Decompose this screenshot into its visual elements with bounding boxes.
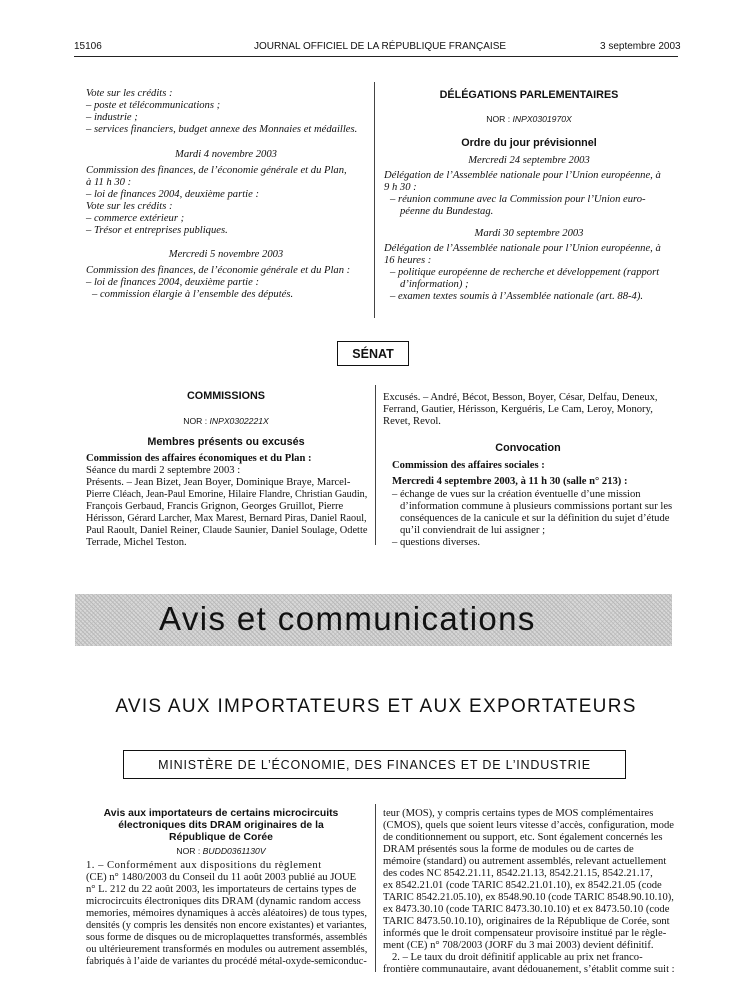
body-line: ex 8542.21.01 (code TARIC 8542.21.01.10), ex 8542.21.05 (code (383, 880, 662, 891)
seance-line: Séance du mardi 2 septembre 2003 : (86, 465, 241, 476)
text-line: – questions diverses. (392, 537, 480, 548)
senat-label: SÉNAT (352, 346, 394, 361)
body-line: 1. – Conformément aux dispositions du règlement (86, 860, 322, 871)
subheading: Membres présents ou excusés (147, 436, 305, 448)
article-title-line: République de Corée (169, 832, 273, 843)
header-rule (74, 56, 678, 57)
body-line: mémoire (standard) ou autrement assemblés, relevant actuellement (383, 856, 667, 867)
nor-code: INPX0302221X (209, 416, 269, 426)
nor-reference (384, 114, 674, 124)
text-line: Ferrand, Gautier, Hérisson, Kerguéris, Le Cam, Leroy, Monory, (383, 404, 653, 415)
text-line: 9 h 30 : (384, 182, 417, 193)
ministry-name: MINISTÈRE DE L’ÉCONOMIE, DES FINANCES ET DE L’INDUSTRIE (158, 757, 591, 772)
text-line: – politique européenne de recherche et développement (rapport (390, 267, 660, 278)
date-heading: Mardi 30 septembre 2003 (474, 228, 584, 239)
text-line: Délégation de l’Assemblée nationale pour l’Union européenne, à (384, 170, 661, 181)
body-line: ment (CE) n° 708/2003 (JORF du 3 mai 2003) devient définitif. (383, 940, 654, 951)
body-line: 2. – Le taux du droit définitif applicable au prix net franco- (392, 952, 643, 963)
text-line: Terrade, Michel Teston. (86, 537, 187, 548)
text-line: qu’il conviendrait de lui assigner ; (400, 525, 546, 536)
nor-label: NOR : (183, 416, 208, 426)
body-line: TARIC 8473.50.10.10), originaires de la République de Corée, sont (383, 916, 670, 927)
body-line: densités (y compris les densités non encore existantes) et variantes, (86, 920, 367, 931)
text-line: d’information) ; (400, 279, 469, 290)
body-line: memories, mémoires dynamiques à accès aléatoires) de tous types, (86, 908, 368, 919)
body-line: de conditionnement ou support, etc. Sont également concernés les (383, 832, 663, 843)
date-heading: Mercredi 24 septembre 2003 (468, 155, 590, 166)
top-column-divider (374, 82, 375, 318)
subheading: Ordre du jour prévisionnel (461, 137, 597, 149)
commission-name: Commission des affaires sociales : (392, 460, 545, 471)
text-line: Commission des finances, de l’économie générale et du Plan, (86, 165, 347, 176)
text-line: – services financiers, budget annexe des Monnaies et médailles. (86, 124, 358, 135)
body-line: ou ultérieurement transformés en modules ou autrement assemblés, (86, 944, 368, 955)
text-line: Présents. – Jean Bizet, Jean Boyer, Dominique Braye, Marcel- (86, 477, 351, 488)
mid-column-divider (375, 385, 376, 545)
body-line: des codes NC 8542.21.11, 8542.21.13, 8542.21.15, 8542.21.17, (383, 868, 653, 879)
article-title-line: Avis aux importateurs de certains microcircuits (103, 808, 339, 819)
text-line: – échange de vues sur la création éventuelle d’une mission (392, 489, 641, 500)
body-line: TARIC 8542.21.05.10), ex 8548.90.10 (code TARIC 8548.90.10.10), (383, 892, 674, 903)
date-heading: Mardi 4 novembre 2003 (175, 149, 277, 160)
body-line: (CMOS), quels que soient leurs vitesse d’accès, configuration, mode (383, 820, 674, 831)
body-line: DRAM présentés sous la forme de modules ou de cartes de (383, 844, 634, 855)
nor-label: NOR : (176, 846, 201, 856)
text-line: Revet, Revol. (383, 416, 441, 427)
text-line: – commerce extérieur ; (86, 213, 185, 224)
date-heading: Mercredi 5 novembre 2003 (168, 249, 284, 260)
text-line: Hérisson, Gérard Larcher, Max Marest, Bernard Piras, Daniel Raoul, (86, 513, 367, 524)
section-heading: COMMISSIONS (187, 390, 265, 402)
body-line: fabriqués à l’aide de variantes du procédé métal-oxyde-semiconduc- (86, 956, 367, 967)
text-line: – commission élargie à l’ensemble des députés. (92, 289, 294, 300)
text-line: conséquences de la canicule et sur la définition du sujet d’étude (400, 513, 670, 524)
body-line: microcircuits électroniques dits DRAM (dynamic random access (86, 896, 361, 907)
text-line: à 11 h 30 : (86, 177, 132, 188)
nor-reference (86, 846, 356, 856)
section-title: AVIS AUX IMPORTATEURS ET AUX EXPORTATEURS (115, 696, 637, 717)
nor-reference (86, 416, 366, 426)
avis-banner (75, 594, 672, 646)
text-line: – réunion commune avec la Commission pour l’Union euro- (390, 194, 646, 205)
nor-code: INPX0301970X (512, 114, 572, 124)
body-line: (CE) n° 1480/2003 du Conseil du 11 août 2003 publié au JOUE (86, 872, 357, 883)
banner-title: Avis et communications (159, 600, 536, 637)
nor-label: NOR : (486, 114, 511, 124)
text-line: Pierre Cléach, Jean-Paul Emorine, Hilaire Flandre, Christian Gaudin, (86, 489, 368, 500)
body-line: ex 8473.30.10 (code TARIC 8473.30.10.10) et ex 8473.50.10 (code (383, 904, 670, 915)
commission-name: Commission des affaires économiques et du Plan : (86, 453, 312, 464)
convocation-heading: Convocation (495, 442, 561, 454)
body-line: sous forme de disques ou de microplaquettes transformés, assemblés (86, 932, 368, 943)
text-line: Délégation de l’Assemblée nationale pour l’Union européenne, à (384, 243, 661, 254)
body-line: teur (MOS), y compris certains types de MOS complémentaires (383, 808, 654, 819)
text-line: 16 heures : (384, 255, 432, 266)
article-column-divider (375, 804, 376, 972)
text-line: – industrie ; (86, 112, 138, 123)
journal-title: JOURNAL OFFICIEL DE LA RÉPUBLIQUE FRANÇAISE (253, 41, 507, 52)
text-line: d’information commune à plusieurs commissions portant sur les (400, 501, 673, 512)
senat-box (337, 341, 409, 366)
text-line: Vote sur les crédits : (86, 201, 173, 212)
text-line: Excusés. – André, Bécot, Besson, Boyer, César, Delfau, Deneux, (383, 392, 658, 403)
page-number: 15106 (74, 41, 102, 52)
nor-code: BUDD0361130V (202, 846, 266, 856)
body-line: informés que le droit compensateur provisoire institué par le règle- (383, 928, 667, 939)
article-title-line: électroniques dits DRAM originaires de la (118, 820, 324, 831)
meeting-time: Mercredi 4 septembre 2003, à 11 h 30 (salle n° 213) : (392, 476, 628, 487)
text-line: Commission des finances, de l’économie générale et du Plan : (86, 265, 351, 276)
text-line: – loi de finances 2004, deuxième partie : (86, 189, 259, 200)
text-line: – examen textes soumis à l’Assemblée nationale (art. 88-4). (390, 291, 644, 302)
text-line: – poste et télécommunications ; (86, 100, 221, 111)
body-line: n° L. 212 du 22 août 2003, les importateurs de certains types de (86, 884, 357, 895)
body-line: frontière communautaire, avant dédouanement, s’établit comme suit : (383, 964, 675, 975)
text-line: – loi de finances 2004, deuxième partie : (86, 277, 259, 288)
text-line: Paul Raoult, Daniel Reiner, Claude Saunier, Daniel Soulage, Odette (86, 525, 368, 536)
text-line: Vote sur les crédits : (86, 88, 173, 99)
section-heading: DÉLÉGATIONS PARLEMENTAIRES (439, 89, 619, 101)
ministry-box (123, 750, 626, 779)
text-line: François Gerbaud, Francis Grignon, Georges Gruillot, Pierre (86, 501, 344, 512)
issue-date: 3 septembre 2003 (600, 41, 681, 52)
text-line: péenne du Bundestag. (400, 206, 494, 217)
text-line: – Trésor et entreprises publiques. (86, 225, 228, 236)
